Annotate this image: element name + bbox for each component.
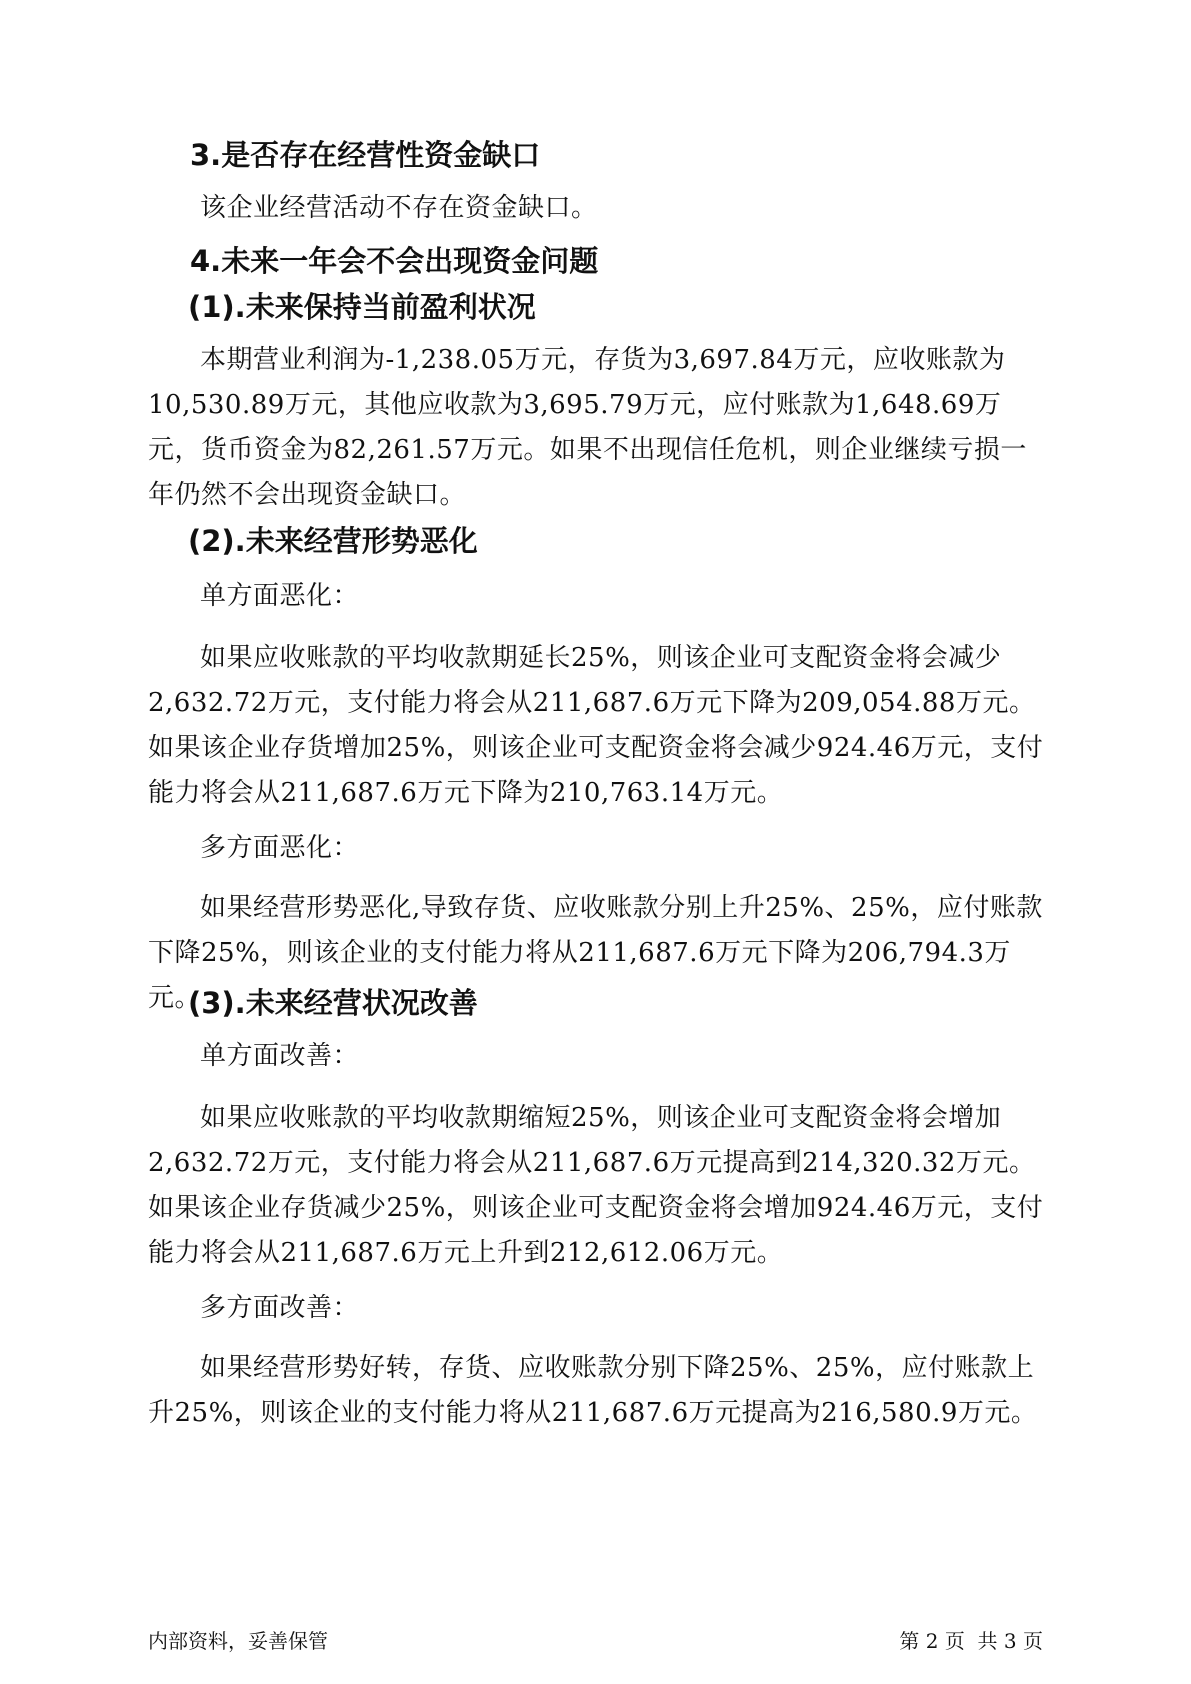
section-4-3-multi-label: 多方面改善： bbox=[200, 1293, 360, 1323]
section-4-1-text: 本期营业利润为-1,238.05万元，存货为3,697.84万元，应收账款为10,530.89万元，其他应收款为3,695.79万元，应付账款为1,648.69万元，货币资金为82,261.57万元。如果不出现信任危机，则企业继续亏损一年仍然不会出现资金缺口。 bbox=[148, 345, 1027, 510]
section-4-3-single-text: 如果应收账款的平均收款期缩短25%，则该企业可支配资金将会增加2,632.72万元，支付能力将会从211,687.6万元提高到214,320.32万元。如果该企业存货减少25%，则该企业可支配资金将会增加924.46万元，支付能力将会从211,687.6万元上升到212,612.06万元。 bbox=[148, 1103, 1044, 1268]
section-4-2-multi-text: 如果经营形势恶化,导致存货、应收账款分别上升25%、25%，应付账款下降25%，则该企业的支付能力将从211,687.6万元下降为206,794.3万元。 bbox=[148, 893, 1043, 1013]
section-4-2-single-text: 如果应收账款的平均收款期延长25%，则该企业可支配资金将会减少2,632.72万元，支付能力将会从211,687.6万元下降为209,054.88万元。如果该企业存货增加25%，则该企业可支配资金将会减少924.46万元，支付能力将会从211,687.6万元下降为210,763.14万元。 bbox=[148, 643, 1044, 808]
footer-left: 内部资料，妥善保管 bbox=[148, 1629, 328, 1653]
section-4-2-heading: (2).未来经营形势恶化 bbox=[188, 524, 478, 558]
section-4-2-multi-label: 多方面恶化： bbox=[200, 833, 360, 863]
section-4-heading: 4.未来一年会不会出现资金问题 bbox=[190, 244, 599, 278]
section-3-text: 该企业经营活动不存在资金缺口。 bbox=[200, 193, 598, 223]
section-4-3-single-label: 单方面改善： bbox=[200, 1041, 360, 1071]
section-4-3-heading: (3).未来经营状况改善 bbox=[188, 986, 478, 1020]
footer-page-number: 第 2 页 共 3 页 bbox=[899, 1629, 1043, 1653]
section-4-1-heading: (1).未来保持当前盈利状况 bbox=[188, 290, 536, 324]
section-4-3-multi-text: 如果经营形势好转，存货、应收账款分别下降25%、25%，应付账款上升25%，则该企业的支付能力将从211,687.6万元提高为216,580.9万元。 bbox=[148, 1353, 1038, 1428]
section-3-heading: 3.是否存在经营性资金缺口 bbox=[190, 138, 541, 172]
section-4-2-single-label: 单方面恶化： bbox=[200, 581, 360, 611]
